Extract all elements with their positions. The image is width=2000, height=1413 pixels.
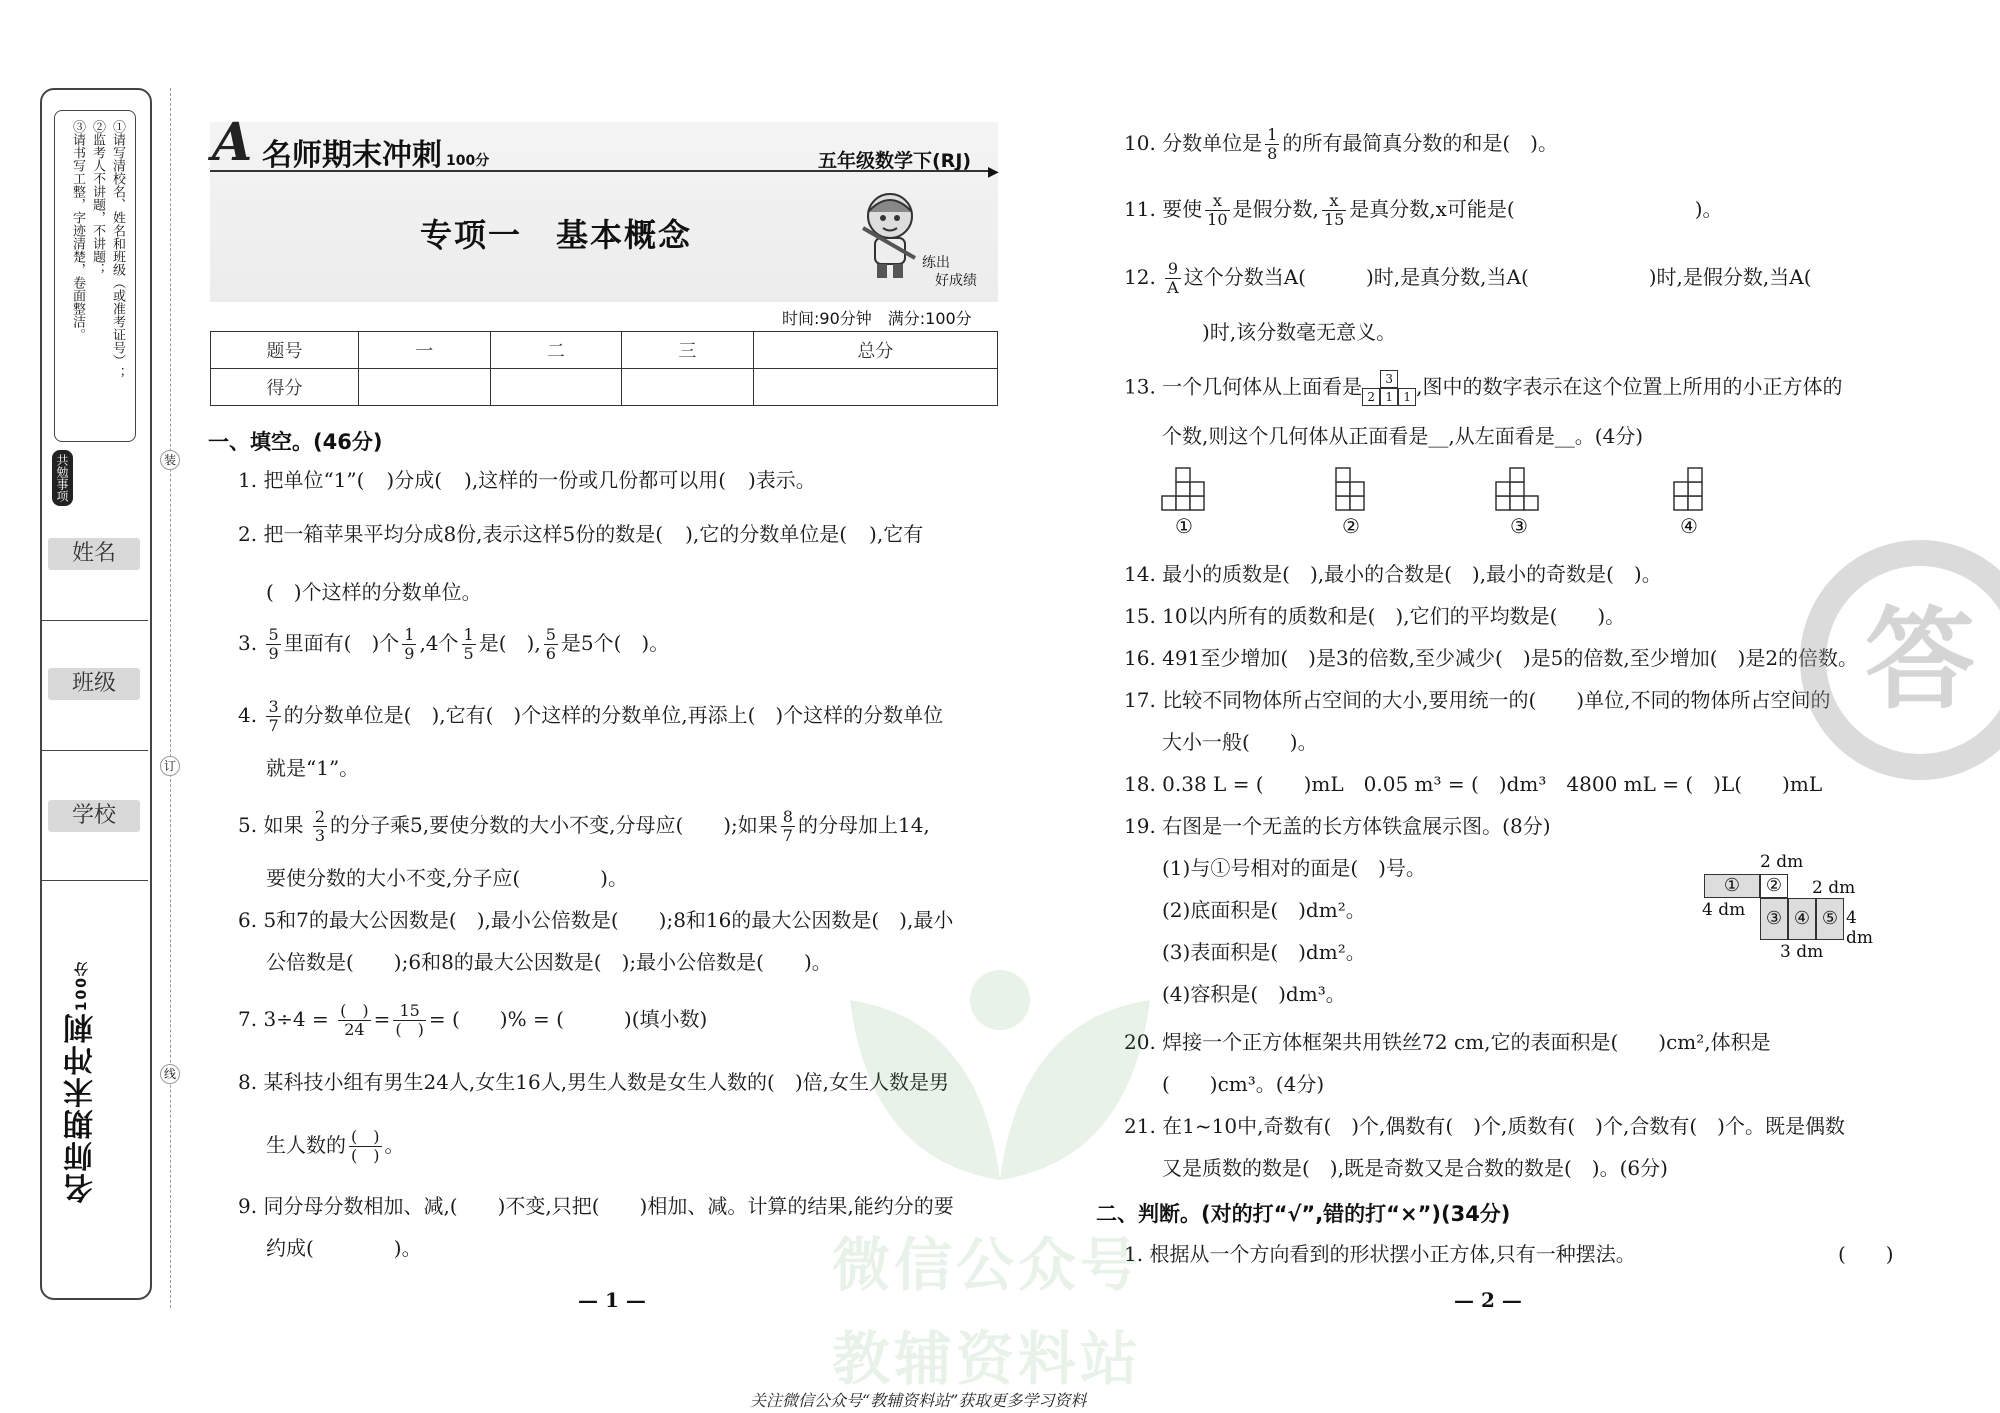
fraction-den: 7 xyxy=(268,716,279,735)
class-label: 班级 xyxy=(48,668,140,700)
fraction-den: 8 xyxy=(1267,144,1278,163)
fraction xyxy=(1165,260,1181,297)
question-9-line-2: 约成( )。 xyxy=(266,1236,422,1260)
net-dim-top: 2 dm xyxy=(1760,852,1804,872)
q3-num: 3. xyxy=(238,631,258,655)
question-19-1: (1)与①号相对的面是( )号。 xyxy=(1162,856,1426,880)
fraction xyxy=(1205,192,1229,229)
q1-text-d: )表示。 xyxy=(748,468,816,492)
section-1-title: 一、填空。(46分) xyxy=(208,430,383,454)
question-7 xyxy=(238,1002,707,1039)
page-title: 专项一 基本概念 xyxy=(420,216,693,254)
q5-num: 5. 如果 xyxy=(238,813,304,837)
fraction-den: A xyxy=(1167,278,1179,297)
score-header-cell: 题号 xyxy=(211,332,359,369)
score-cell[interactable] xyxy=(490,369,622,406)
header-logo-sub: 100分 xyxy=(446,153,490,169)
question-17-line-2: 大小一般( )。 xyxy=(1162,730,1318,754)
question-17: 17. 比较不同物体所占空间的大小,要用统一的( )单位,不同的物体所占空间的 xyxy=(1124,688,1831,712)
header-logo-text: 名师期末冲刺 xyxy=(262,138,442,173)
fraction-num: 1 xyxy=(404,625,415,644)
fraction-num: 5 xyxy=(268,625,279,644)
time-info: 时间:90分钟 满分:100分 xyxy=(782,309,972,328)
sidebar-logo-text: 名师期末冲刺 xyxy=(64,1011,99,1204)
score-header-cell: 总分 xyxy=(753,332,997,369)
q8-text-b: 。 xyxy=(384,1133,405,1157)
question-18: 18. 0.38 L = ( )mL 0.05 m³ = ( )dm³ 4800 mL = ( )L( )mL xyxy=(1124,772,1823,796)
score-cell[interactable] xyxy=(359,369,491,406)
q7-text-a: 7. 3÷4 = xyxy=(238,1007,329,1031)
option-label-4[interactable]: ④ xyxy=(1680,514,1698,538)
question-8: 8. 某科技小组有男生24人,女生16人,男生人数是女生人数的( )倍,女生人数是男 xyxy=(238,1070,950,1094)
fraction-den: 24 xyxy=(344,1020,365,1039)
mascot-text-1: 练出 xyxy=(922,255,950,271)
fraction xyxy=(266,626,280,663)
school-label: 学校 xyxy=(48,800,140,832)
header-logo-a: A xyxy=(212,112,253,173)
fraction-den: ( ) xyxy=(395,1020,424,1039)
fraction xyxy=(462,626,476,663)
fraction-den: 3 xyxy=(314,826,325,845)
header-rule xyxy=(210,170,990,172)
q10-text-b: 的所有最简真分数的和是( )。 xyxy=(1282,131,1558,155)
score-header-cell: 三 xyxy=(622,332,754,369)
score-header-cell: 二 xyxy=(490,332,622,369)
grade-label: 五年级数学下(RJ) xyxy=(818,150,972,172)
question-19-4: (4)容积是( )dm³。 xyxy=(1162,982,1346,1006)
stamp-watermark xyxy=(1800,540,2000,780)
net-face-4: ④ xyxy=(1788,898,1816,940)
question-6: 6. 5和7的最大公因数是( ),最小公倍数是( );8和16的最大公因数是( ),最小 xyxy=(238,908,954,932)
q12-num: 12. xyxy=(1124,265,1156,289)
binding-mark-2: 订 xyxy=(160,756,180,776)
page-number-1: — 1 — xyxy=(578,1288,646,1312)
fraction xyxy=(338,1002,371,1039)
fraction-num: x xyxy=(1205,192,1229,211)
option-figure-2 xyxy=(1334,464,1370,512)
fraction xyxy=(393,1002,426,1039)
q13-top-view xyxy=(1362,370,1416,406)
question-5-line-2: 要使分数的大小不变,分子应( )。 xyxy=(266,866,628,890)
score-cell[interactable] xyxy=(622,369,754,406)
option-figure-3 xyxy=(1494,464,1546,512)
question-4 xyxy=(238,698,943,735)
judge-answer-bracket[interactable]: ( ) xyxy=(1838,1242,1894,1266)
sidebar-rule-3: ③请书写工整，字迹清楚，卷面整洁。 xyxy=(70,120,85,341)
top-view-cell: 1 xyxy=(1398,388,1416,406)
fraction xyxy=(266,698,280,735)
q11-text-b: 是假分数, xyxy=(1232,197,1319,221)
option-label-3[interactable]: ③ xyxy=(1510,514,1528,538)
mascot-text-2: 好成绩 xyxy=(935,273,977,289)
q1-text-b: )分成( xyxy=(386,468,443,492)
binding-mark-3: 线 xyxy=(160,1064,180,1084)
question-5 xyxy=(238,808,930,845)
question-8-line-2 xyxy=(266,1128,405,1165)
question-11 xyxy=(1124,192,1723,229)
sidebar-badge: 共勉事项 xyxy=(52,450,73,506)
q13-text-b: ,图中的数字表示在这个位置上所用的小正方体的 xyxy=(1416,374,1843,399)
question-4-line-2: 就是“1”。 xyxy=(266,756,360,780)
question-16: 16. 491至少增加( )是3的倍数,至少减少( )是5的倍数,至少增加( )是2的倍数。 xyxy=(1124,646,1859,670)
q4-text-a: 的分数单位是( ),它有( )个这样的分数单位,再添上( )个这样的分数单位 xyxy=(283,703,944,727)
q2-text-c: ),它有 xyxy=(869,522,924,546)
q3-text-d: 是5个( )。 xyxy=(560,631,670,655)
q2-text-b: ),它的分数单位是( xyxy=(685,522,848,546)
q12-text-a: 这个分数当A( )时,是真分数,当A( )时,是假分数,当A( xyxy=(1183,265,1812,289)
q7-eq: = xyxy=(373,1007,391,1031)
watermark-leaf-icon xyxy=(830,960,1170,1200)
net-dim-right: 4 dm xyxy=(1846,908,1874,948)
q8-text-a: 生人数的 xyxy=(266,1133,346,1157)
q11-text-c: 是真分数,x可能是( )。 xyxy=(1349,197,1723,221)
q1-text-a: 1. 把单位“1”( xyxy=(238,468,365,492)
q1-text-c: ),这样的一份或几份都可以用( xyxy=(464,468,726,492)
net-face-3: ③ xyxy=(1760,898,1788,940)
q10-text-a: 10. 分数单位是 xyxy=(1124,131,1263,155)
q13-text-a: 13. 一个几何体从上面看是 xyxy=(1124,374,1363,399)
question-1 xyxy=(238,466,816,494)
binding-mark-1: 装 xyxy=(160,450,180,470)
question-12 xyxy=(1124,260,1812,297)
score-table xyxy=(210,331,998,406)
q2-text-a: 2. 把一箱苹果平均分成8份,表示这样5份的数是( xyxy=(238,522,664,546)
net-dim-right-top: 2 dm xyxy=(1812,878,1856,898)
question-13-line-2: 个数,则这个几何体从正面看是__,从左面看是__。(4分) xyxy=(1162,424,1644,448)
question-3 xyxy=(238,626,669,663)
sidebar-rule-1: ①请写清校名、姓名和班级（或准考证号）； xyxy=(110,120,125,380)
question-10 xyxy=(1124,126,1558,163)
question-19: 19. 右图是一个无盖的长方体铁盒展示图。(8分) xyxy=(1124,814,1551,838)
net-dim-left: 4 dm xyxy=(1702,900,1746,920)
section-2-title: 二、判断。(对的打“√”,错的打“×”)(34分) xyxy=(1096,1202,1511,1226)
fraction-num: 1 xyxy=(463,625,474,644)
net-dim-bottom: 3 dm xyxy=(1780,942,1824,962)
fraction-num: ( ) xyxy=(340,1001,369,1020)
q3-text-a: 里面有( )个 xyxy=(283,631,400,655)
judge-question-1: 1. 根据从一个方向看到的形状摆小正方体,只有一种摆法。 xyxy=(1124,1242,1636,1266)
q7-text-b: = ( )% = ( )(填小数) xyxy=(428,1007,708,1031)
class-line xyxy=(40,750,148,751)
option-figure-1 xyxy=(1160,464,1212,512)
fraction-num: 5 xyxy=(545,625,556,644)
q3-text-b: ,4个 xyxy=(419,631,459,655)
fraction-den: 9 xyxy=(404,644,415,663)
fraction xyxy=(781,808,795,845)
footer-note: 关注微信公众号“教辅资料站”获取更多学习资料 xyxy=(750,1391,1087,1410)
question-20-line-2: ( )cm³。(4分) xyxy=(1162,1072,1325,1096)
fraction-num: 1 xyxy=(1267,125,1278,144)
fraction xyxy=(1322,192,1346,229)
net-face-5: ⑤ xyxy=(1816,898,1844,940)
fraction-den: 5 xyxy=(463,644,474,663)
box-net-diagram xyxy=(1700,852,1880,970)
question-20: 20. 焊接一个正方体框架共用铁丝72 cm,它的表面积是( )cm²,体积是 xyxy=(1124,1030,1771,1054)
school-line xyxy=(40,880,148,881)
net-face-1: ① xyxy=(1704,874,1760,898)
top-view-cell: 2 xyxy=(1362,388,1380,406)
q5-text-a: 的分子乘5,要使分数的大小不变,分母应( );如果 xyxy=(330,813,778,837)
q4-num: 4. xyxy=(238,703,258,727)
top-view-cell: 1 xyxy=(1380,388,1398,406)
watermark-text-1: 微信公众号 xyxy=(832,1231,1143,1299)
question-9: 9. 同分母分数相加、减,( )不变,只把( )相加、减。计算的结果,能约分的要 xyxy=(238,1194,954,1218)
option-figure-4 xyxy=(1672,464,1708,512)
stamp-text: 答 xyxy=(1865,596,1975,724)
net-face-2: ② xyxy=(1760,874,1788,898)
fraction-den: 9 xyxy=(268,644,279,663)
question-19-3: (3)表面积是( )dm²。 xyxy=(1162,940,1366,964)
binding-dashed-line xyxy=(170,88,171,1308)
score-header-cell: 一 xyxy=(359,332,491,369)
option-label-2[interactable]: ② xyxy=(1342,514,1360,538)
header-logo xyxy=(262,130,489,174)
fraction xyxy=(1265,126,1279,163)
score-cell[interactable] xyxy=(753,369,997,406)
fraction-den: 7 xyxy=(782,826,793,845)
question-14: 14. 最小的质数是( ),最小的合数是( ),最小的奇数是( )。 xyxy=(1124,562,1662,586)
page-number-2: — 2 — xyxy=(1454,1288,1522,1312)
fraction-den: ( ) xyxy=(351,1146,380,1165)
fraction-num: 9 xyxy=(1165,260,1181,279)
header-rule-arrow: ▶ xyxy=(988,164,999,180)
name-label: 姓名 xyxy=(48,538,140,570)
score-row-label: 得分 xyxy=(211,369,359,406)
question-2 xyxy=(238,520,923,548)
question-13 xyxy=(1124,370,1843,406)
fraction-den: 15 xyxy=(1323,210,1345,229)
fraction-den: 6 xyxy=(545,644,556,663)
question-21: 21. 在1~10中,奇数有( )个,偶数有( )个,质数有( )个,合数有( )个。既是偶数 xyxy=(1124,1114,1845,1138)
sidebar-rule-2: ②监考人不讲题，不讲题； xyxy=(90,120,105,276)
fraction xyxy=(544,626,558,663)
fraction-num: 3 xyxy=(268,697,279,716)
question-19-2: (2)底面积是( )dm²。 xyxy=(1162,898,1366,922)
q11-text-a: 11. 要使 xyxy=(1124,197,1203,221)
fraction-num: 15 xyxy=(393,1002,426,1021)
question-6-line-2: 公倍数是( );6和8的最大公因数是( );最小公倍数是( )。 xyxy=(266,950,832,974)
top-view-cell: 3 xyxy=(1380,370,1398,388)
fraction xyxy=(313,808,327,845)
fraction-den: 10 xyxy=(1207,210,1228,229)
question-12-line-2: )时,该分数毫无意义。 xyxy=(1162,320,1397,344)
watermark-text-2: 教辅资料站 xyxy=(832,1325,1143,1393)
fraction-num: 2 xyxy=(314,807,325,826)
fraction-num: x xyxy=(1322,192,1346,211)
fraction-num: ( ) xyxy=(351,1127,380,1146)
fraction-num: 8 xyxy=(782,807,793,826)
question-2-line-2: ( )个这样的分数单位。 xyxy=(266,580,482,604)
fraction xyxy=(402,626,416,663)
fraction xyxy=(349,1128,382,1165)
q3-text-c: 是( ), xyxy=(478,631,541,655)
option-label-1[interactable]: ① xyxy=(1175,514,1193,538)
q5-text-b: 的分母加上14, xyxy=(797,813,930,837)
sidebar-logo xyxy=(60,960,104,1203)
question-15: 15. 10以内所有的质数和是( ),它们的平均数是( )。 xyxy=(1124,604,1626,628)
question-21-line-2: 又是质数的数是( ),既是奇数又是合数的数是( )。(6分) xyxy=(1162,1156,1668,1180)
name-line xyxy=(40,620,148,621)
sidebar-logo-sub: 100分 xyxy=(74,960,90,1012)
